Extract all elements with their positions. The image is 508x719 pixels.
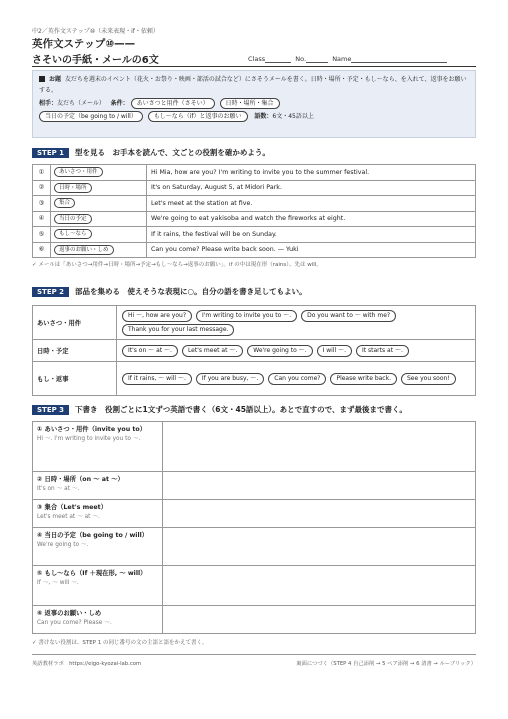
partner-value: 友だち（メール） [57,100,105,107]
draft-hint: Can you come? Please 〜. [37,620,112,626]
phrase-chip[interactable]: It's on 〜 at 〜. [122,345,178,357]
step1-heading [32,147,270,158]
number-field[interactable] [306,56,328,63]
table-row [33,566,476,606]
name-field[interactable] [351,56,447,63]
draft-hint: Let's meet at 〜 at 〜. [37,514,100,520]
table-row [33,422,476,472]
phrase-chip[interactable]: Can you come? [268,373,326,385]
breadcrumb: 中2／英作文ステップ⑩（未来表現・if・依頼） [32,28,159,35]
footer-divider [32,654,476,655]
draft-hint: Hi 〜. I'm writing to invite you to 〜. [37,436,141,442]
table-row [33,211,476,227]
row-number: ② [33,180,51,196]
condition-pill: 当日の予定（be going to / will） [39,111,143,122]
page-title: 英作文ステップ⑩—— [32,38,136,50]
square-bullet-icon [39,76,45,82]
step2-badge: STEP 2 [32,287,69,297]
condition-pill: もし〜なら（if）と返事のお願い [148,111,248,122]
table-row [33,528,476,566]
count-value: 6文・45語以上 [272,113,314,120]
row-number: ④ [33,211,51,227]
phrase-table [32,305,476,396]
step1-title: 型を見る お手本を読んで、文ごとの役割を確かめよう。 [75,148,270,157]
role-pill: 日時・場所 [54,183,92,193]
role-pill: あいさつ・用件 [54,167,103,177]
model-sentence: If it rains, the festival will be on Sunday. [147,227,476,243]
condition-pill: あいさつと用件（さそい） [131,98,215,109]
phrase-chip[interactable]: It starts at 〜. [356,345,409,357]
table-row [33,242,476,258]
table-row [33,362,476,396]
phrase-chip[interactable]: Hi 〜, how are you? [122,310,192,322]
step2-title: 部品を集める 使えそうな表現に○。自分の語を書き足してもよい。 [75,287,307,296]
draft-role: ① あいさつ・用件（invite you to） [37,426,147,433]
phrase-chip[interactable]: If it rains, 〜 will 〜. [122,373,192,385]
model-sentence: We're going to eat yakisoba and watch the fireworks at eight. [147,211,476,227]
model-sentence: Hi Mia, how are you? I'm writing to invite you to the summer festival. [147,165,476,181]
phrase-chip[interactable]: If you are busy, 〜. [196,373,264,385]
draft-hint: We're going to 〜. [37,542,89,548]
draft-hint: It's on 〜 at 〜. [37,486,80,492]
class-label: Class [248,55,266,63]
header-divider [32,66,476,67]
model-table [32,164,476,258]
draft-role: ③ 集合（Let's meet） [37,504,107,511]
draft-role: ⑥ 返事のお願い・しめ [37,610,102,617]
step2-heading [32,286,307,297]
table-row [33,606,476,634]
draft-answer-area[interactable] [163,472,476,500]
role-pill: 当日の予定 [54,214,92,224]
draft-role: ④ 当日の予定（be going to / will） [37,532,149,539]
name-fields [248,55,447,63]
name-label: Name [332,55,352,63]
draft-answer-area[interactable] [163,606,476,634]
step3-note: ✓ 書けない役割は、STEP 1 の同じ番号の文の主語と語をかえて書く。 [32,640,208,646]
draft-hint: If 〜, 〜 will 〜. [37,580,79,586]
row-label: 日時・予定 [33,340,117,362]
role-pill: もし〜なら [54,229,92,239]
step3-badge: STEP 3 [32,405,69,415]
table-row [33,340,476,362]
phrase-chip[interactable]: See you soon! [401,373,456,385]
draft-answer-area[interactable] [163,528,476,566]
model-sentence: It's on Saturday, August 5, at Midori Park. [147,180,476,196]
table-row [33,196,476,212]
role-pill: 集合 [54,198,75,208]
page-subtitle: さそいの手紙・メールの6文 [32,55,159,66]
model-sentence: Can you come? Please write back soon. — Yuki [147,242,476,258]
draft-answer-area[interactable] [163,566,476,606]
phrase-chip[interactable]: Thank you for your last message. [122,324,234,336]
task-box [32,70,476,138]
task-conditions [39,98,469,109]
phrase-chip[interactable]: Please write back. [330,373,397,385]
draft-role: ⑤ もし〜なら（If ＋現在形, 〜 will） [37,570,147,577]
class-field[interactable] [265,56,291,63]
row-number: ③ [33,196,51,212]
row-label: もし・返事 [33,362,117,396]
task-prompt [39,74,469,96]
phrase-chip[interactable]: Do you want to 〜 with me? [301,310,396,322]
task-conditions-2 [39,111,469,122]
table-row [33,165,476,181]
table-row [33,227,476,243]
draft-answer-area[interactable] [163,500,476,528]
draft-answer-area[interactable] [163,422,476,472]
draft-table [32,421,476,634]
table-row [33,306,476,340]
phrase-chip[interactable]: We're going to 〜. [247,345,312,357]
table-row [33,500,476,528]
row-number: ① [33,165,51,181]
model-sentence: Let's meet at the station at five. [147,196,476,212]
phrase-chip[interactable]: Let's meet at 〜. [182,345,243,357]
table-row [33,472,476,500]
step3-heading [32,404,407,415]
phrase-chip[interactable]: I will 〜. [317,345,352,357]
step1-note: ✓ メールは「あいさつ→用件→日時・場所→予定→もし〜なら→返事のお願い」。if の中は現在形（rains）、先は will。 [32,262,322,268]
row-number: ⑤ [33,227,51,243]
condition-pill: 日時・場所・集合 [220,98,280,109]
role-pill: 返事のお願い・しめ [54,245,114,255]
partner-label: 相手： [39,100,58,107]
count-label: 語数： [254,113,273,120]
prompt-text: 友だちを週末のイベント（花火・お祭り・映画・部活の試合など）にさそうメールを書く。日時・場所・予定・もし〜なら、を入れて、返事をお願いする。 [39,76,467,94]
footer-site: 英語教材ラボ https://eigo-kyozai-lab.com [32,661,142,667]
draft-role: ② 日時・場所（on 〜 at 〜） [37,476,124,483]
phrase-chip[interactable]: I'm writing to invite you to 〜. [196,310,297,322]
no-label: No. [295,55,307,63]
footer-continue: 裏面につづく（STEP 4 自己添削 → 5 ペア添削 → 6 清書 → ルーブリック） [296,661,476,667]
row-number: ⑥ [33,242,51,258]
table-row [33,180,476,196]
step3-title: 下書き 役割ごとに1文ずつ英語で書く（6文・45語以上）。あとで直すので、まず最後まで書く。 [75,405,407,414]
step1-badge: STEP 1 [32,148,69,158]
prompt-label: お題 [49,76,62,83]
conditions-label: 条件： [110,100,129,107]
row-label: あいさつ・用件 [33,306,117,340]
